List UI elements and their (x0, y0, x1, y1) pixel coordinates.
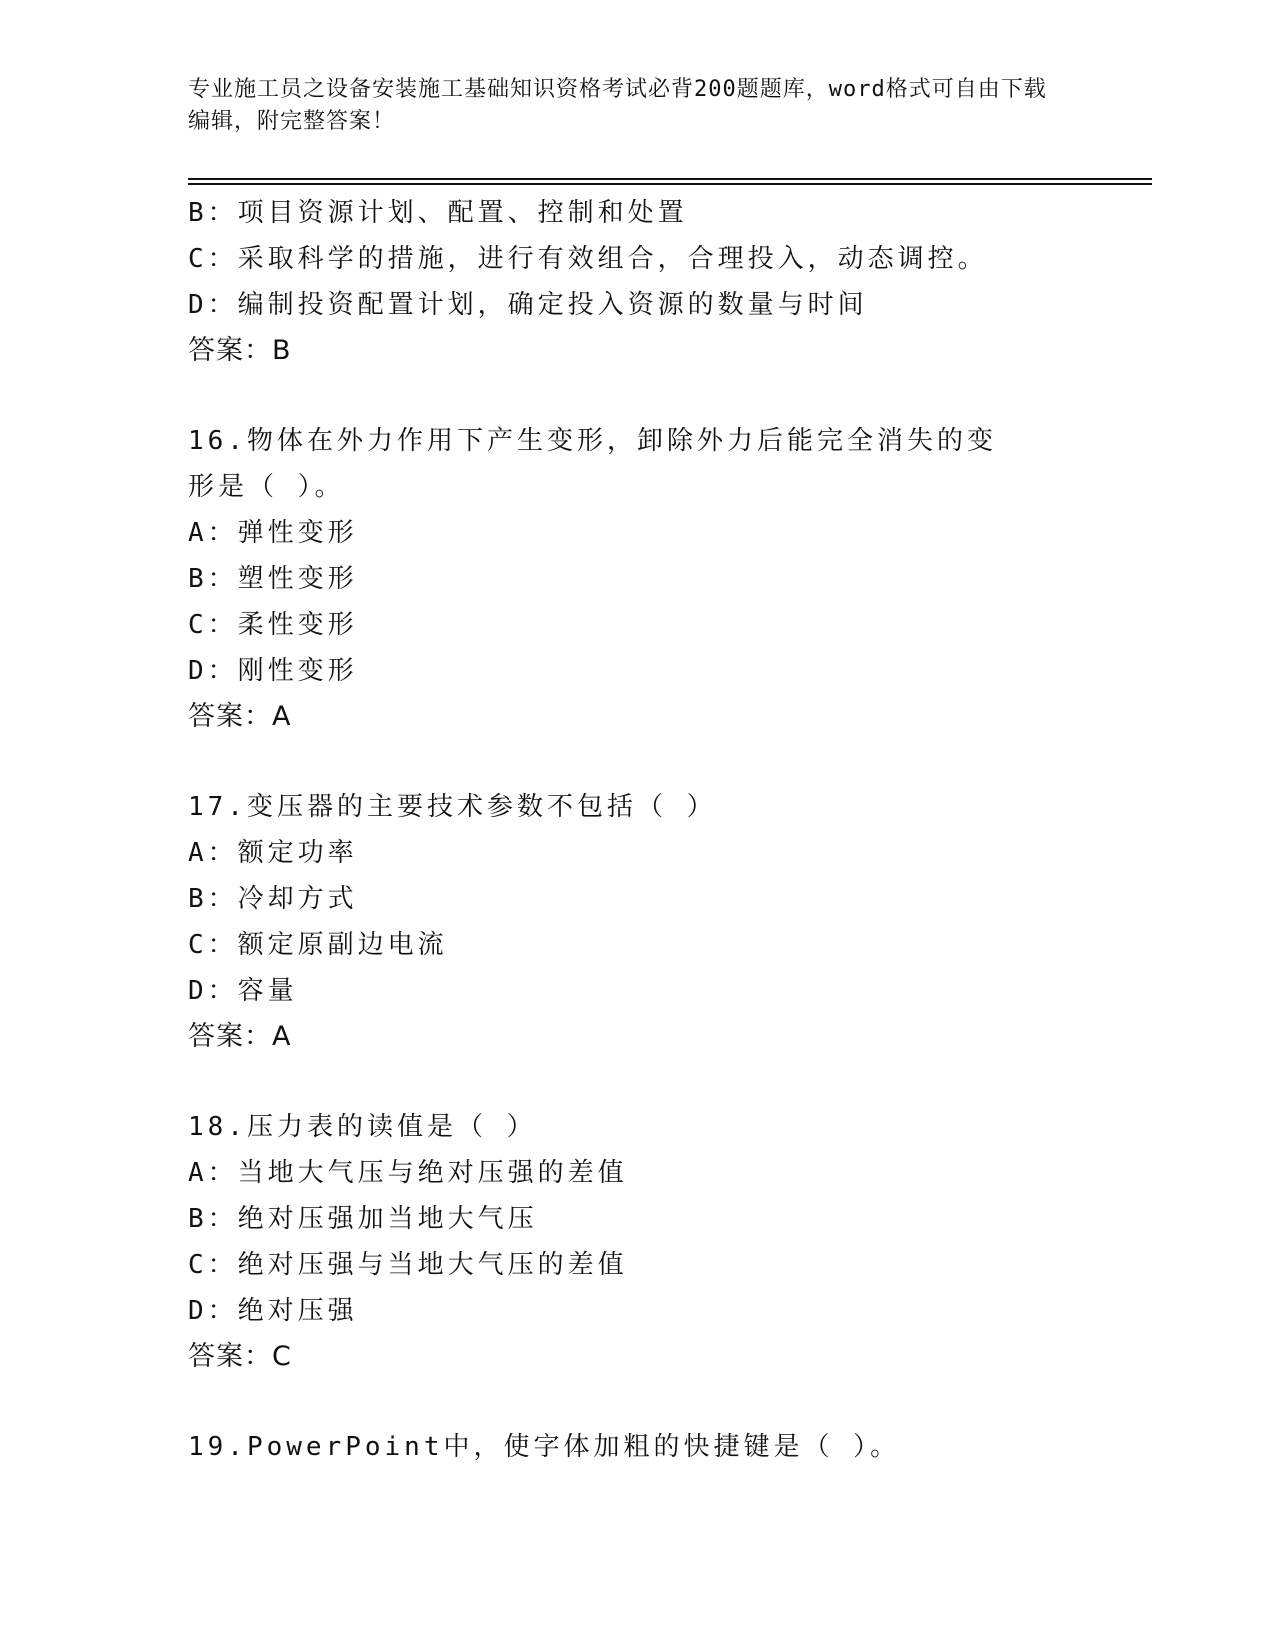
spacer (188, 740, 1088, 784)
option-b: B：绝对压强加当地大气压 (188, 1204, 538, 1234)
question-16 (188, 418, 1088, 740)
option-c: C：绝对压强与当地大气压的差值 (188, 1250, 628, 1280)
question-stem: 18.压力表的读值是（ ） (188, 1112, 537, 1142)
question-15-continued (188, 190, 1088, 374)
answer: 答案：B (188, 335, 292, 366)
option-d: D：刚性变形 (188, 656, 358, 686)
option-c: C：柔性变形 (188, 610, 358, 640)
question-17 (188, 784, 1088, 1060)
option-d: D：容量 (188, 976, 298, 1006)
answer: 答案：A (188, 701, 292, 732)
question-stem: 16.物体在外力作用下产生变形，卸除外力后能完全消失的变形是（ ）。 (188, 426, 997, 502)
spacer (188, 1380, 1088, 1424)
header-divider-top (188, 178, 1152, 180)
question-18 (188, 1104, 1088, 1380)
question-19 (188, 1424, 1088, 1470)
option-b: B：项目资源计划、配置、控制和处置 (188, 198, 688, 228)
option-c: C：额定原副边电流 (188, 930, 448, 960)
option-b: B：冷却方式 (188, 884, 358, 914)
answer: 答案：C (188, 1341, 292, 1372)
option-a: A：额定功率 (188, 838, 358, 868)
header-divider-bottom (188, 183, 1152, 185)
answer: 答案：A (188, 1021, 292, 1052)
question-stem: 19.PowerPoint中，使字体加粗的快捷键是（ ）。 (188, 1432, 901, 1462)
option-a: A：弹性变形 (188, 518, 358, 548)
option-a: A：当地大气压与绝对压强的差值 (188, 1158, 628, 1188)
option-b: B：塑性变形 (188, 564, 358, 594)
option-d: D：编制投资配置计划，确定投入资源的数量与时间 (188, 290, 868, 320)
document-header: 专业施工员之设备安装施工基础知识资格考试必背200题题库，word格式可自由下载编辑，附完整答案！ (188, 77, 1047, 134)
question-content (188, 190, 1088, 1470)
option-d: D：绝对压强 (188, 1296, 358, 1326)
spacer (188, 1060, 1088, 1104)
option-c: C：采取科学的措施，进行有效组合，合理投入，动态调控。 (188, 244, 988, 274)
spacer (188, 374, 1088, 418)
question-stem: 17.变压器的主要技术参数不包括（ ） (188, 792, 717, 822)
